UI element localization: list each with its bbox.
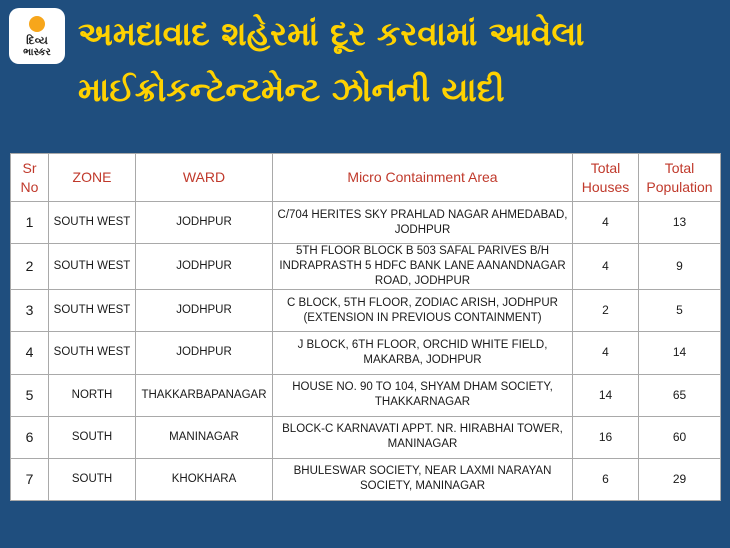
cell-zone: SOUTH: [49, 416, 136, 458]
cell-zone: SOUTH WEST: [49, 244, 136, 290]
cell-sr: 4: [11, 332, 49, 374]
title-line2: માઈક્રોકન્ટેન્ટમેન્ટ ઝોનની યાદી: [78, 70, 505, 109]
header-total-population: Total Population: [639, 154, 721, 202]
cell-sr: 3: [11, 290, 49, 332]
cell-population: 13: [639, 202, 721, 244]
cell-sr: 2: [11, 244, 49, 290]
title-line1: અમદાવાદ શહેરમાં દૂર કરવામાં આવેલા: [78, 14, 585, 53]
cell-houses: 4: [573, 332, 639, 374]
cell-ward: JODHPUR: [136, 332, 273, 374]
cell-area: C BLOCK, 5TH FLOOR, ZODIAC ARISH, JODHPUR (EXTENSION IN PREVIOUS CONTAINMENT): [273, 290, 573, 332]
cell-zone: SOUTH: [49, 458, 136, 500]
cell-ward: JODHPUR: [136, 202, 273, 244]
header-sr-no: Sr No: [11, 154, 49, 202]
cell-area: 5TH FLOOR BLOCK B 503 SAFAL PARIVES B/H INDRAPRASTH 5 HDFC BANK LANE AANANDNAGAR ROAD, JODHPUR: [273, 244, 573, 290]
sun-icon: [29, 16, 45, 32]
page-title: [78, 6, 723, 118]
cell-ward: THAKKARBAPANAGAR: [136, 374, 273, 416]
cell-zone: SOUTH WEST: [49, 290, 136, 332]
table-row: [11, 290, 721, 332]
cell-population: 60: [639, 416, 721, 458]
table-row: [11, 416, 721, 458]
logo-text-line1: દિવ્ય: [26, 34, 48, 47]
cell-area: BLOCK-C KARNAVATI APPT. NR. HIRABHAI TOWER, MANINAGAR: [273, 416, 573, 458]
cell-houses: 4: [573, 244, 639, 290]
cell-sr: 7: [11, 458, 49, 500]
table-row: [11, 244, 721, 290]
logo-text-line2: ભાસ્કર: [23, 47, 51, 58]
cell-area: HOUSE NO. 90 TO 104, SHYAM DHAM SOCIETY, THAKKARNAGAR: [273, 374, 573, 416]
cell-population: 29: [639, 458, 721, 500]
cell-area: BHULESWAR SOCIETY, NEAR LAXMI NARAYAN SOCIETY, MANINAGAR: [273, 458, 573, 500]
table-row: [11, 458, 721, 500]
cell-ward: JODHPUR: [136, 244, 273, 290]
table-row: [11, 202, 721, 244]
cell-zone: SOUTH WEST: [49, 332, 136, 374]
cell-area: C/704 HERITES SKY PRAHLAD NAGAR AHMEDABAD, JODHPUR: [273, 202, 573, 244]
cell-population: 65: [639, 374, 721, 416]
divya-bhaskar-logo: [9, 8, 65, 64]
header-ward: WARD: [136, 154, 273, 202]
cell-ward: JODHPUR: [136, 290, 273, 332]
cell-population: 14: [639, 332, 721, 374]
cell-sr: 6: [11, 416, 49, 458]
cell-sr: 1: [11, 202, 49, 244]
cell-ward: KHOKHARA: [136, 458, 273, 500]
cell-houses: 2: [573, 290, 639, 332]
header-area: Micro Containment Area: [273, 154, 573, 202]
cell-area: J BLOCK, 6TH FLOOR, ORCHID WHITE FIELD, MAKARBA, JODHPUR: [273, 332, 573, 374]
cell-sr: 5: [11, 374, 49, 416]
cell-houses: 4: [573, 202, 639, 244]
table-row: [11, 374, 721, 416]
cell-houses: 16: [573, 416, 639, 458]
cell-houses: 6: [573, 458, 639, 500]
table-row: [11, 332, 721, 374]
cell-houses: 14: [573, 374, 639, 416]
header-zone: ZONE: [49, 154, 136, 202]
cell-zone: SOUTH WEST: [49, 202, 136, 244]
cell-population: 9: [639, 244, 721, 290]
cell-zone: NORTH: [49, 374, 136, 416]
data-table: [10, 153, 721, 501]
cell-population: 5: [639, 290, 721, 332]
table-header-row: [11, 154, 721, 202]
cell-ward: MANINAGAR: [136, 416, 273, 458]
containment-zone-table: [10, 153, 720, 501]
header-total-houses: Total Houses: [573, 154, 639, 202]
